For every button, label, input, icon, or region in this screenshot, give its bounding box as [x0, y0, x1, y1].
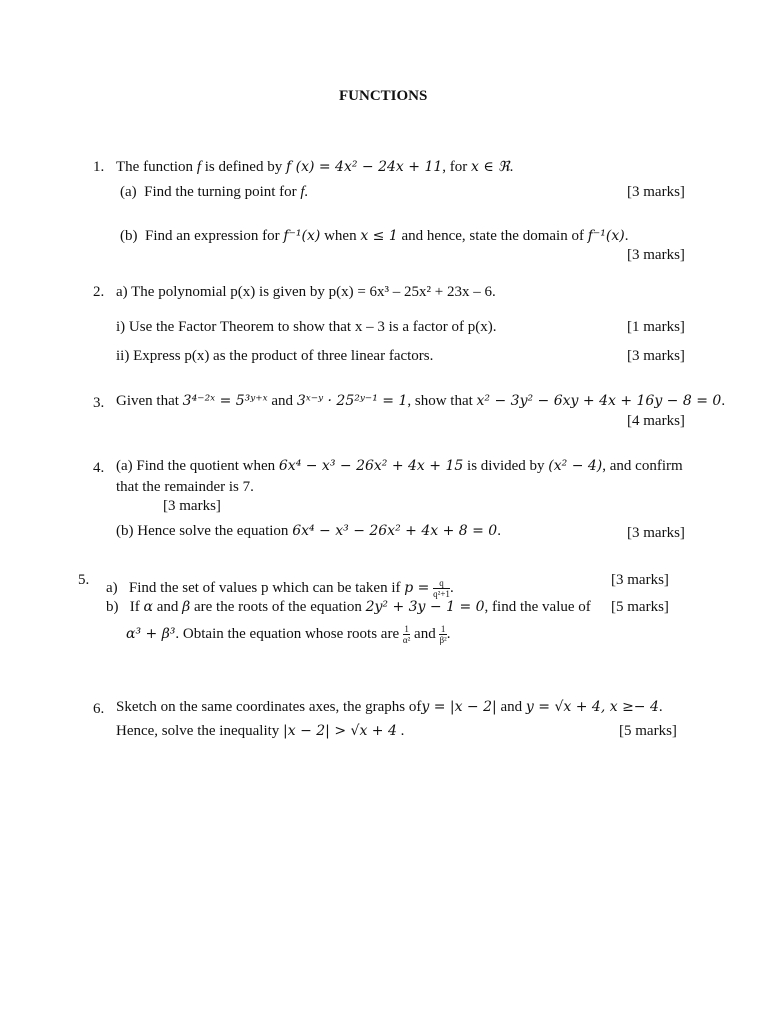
question-4a: [116, 458, 683, 475]
q5a-text: Find the set of values p which can be taken if: [128, 579, 401, 596]
q4a-text2: is divided by: [467, 458, 545, 474]
q5b-text2: , find the value of: [484, 599, 591, 615]
question-1a: [120, 184, 308, 201]
q4a-text4: that the remainder is 7.: [116, 479, 254, 495]
question-1-stem: [116, 159, 513, 176]
q1-stem-b: is defined by: [204, 159, 283, 175]
q5a-end: .: [449, 579, 454, 596]
q1b-inverse-2: f⁻¹(x): [587, 228, 625, 244]
q5b-alpha: α: [143, 599, 153, 615]
question-5a: [106, 578, 454, 599]
q5b-root2-den: β²: [439, 635, 447, 645]
question-3-number: 3.: [93, 395, 105, 411]
question-6-number: 6.: [93, 701, 105, 717]
q5b-expression: α³ + β³: [126, 625, 176, 642]
q5b-and2: and: [414, 625, 436, 642]
q4a-polynomial: 6x⁴ − x³ − 26x² + 4x + 15: [278, 458, 464, 474]
q6-text1: Sketch on the same coordinates axes, the graphs of: [116, 699, 422, 715]
q5b-text3: . Obtain the equation whose roots are: [175, 625, 400, 642]
question-4b: [116, 523, 501, 540]
q5a-label: a): [106, 579, 118, 596]
question-2-stem: a) The polynomial p(x) is given by p(x) = 6x³ – 25x² + 23x – 6.: [116, 284, 496, 300]
question-6-stem: [116, 699, 663, 716]
q1b-end: .: [624, 228, 629, 244]
q4b-text: (b) Hence solve the equation: [116, 523, 289, 539]
q1b-when: when: [324, 228, 357, 244]
q5a-denominator: q²+1: [433, 589, 450, 599]
q5b-root1: [403, 624, 410, 645]
q6-inequality: |x − 2| > √x + 4: [283, 723, 397, 739]
q5b-root1-den: α²: [402, 635, 411, 645]
question-4-number: 4.: [93, 460, 105, 476]
q5b-and: and: [156, 599, 179, 615]
q5b-root2: [439, 624, 446, 645]
q5a-marks: [3 marks]: [611, 572, 669, 588]
q3-eq2: 3ˣ⁻ʸ · 25²ʸ⁻¹ = 1: [296, 393, 408, 409]
q6-end2: .: [400, 723, 405, 739]
question-1b: [120, 228, 628, 245]
q3-and: and: [271, 393, 294, 409]
q3-marks: [4 marks]: [627, 413, 685, 429]
q5b-equation: 2y² + 3y − 1 = 0: [365, 599, 485, 615]
question-1-number: 1.: [93, 159, 105, 175]
q3-eq1: 3⁴⁻²ˣ = 5³ʸ⁺ˣ: [182, 393, 268, 409]
q6-eq2: y = √x + 4: [525, 699, 601, 715]
q4a-marks: [3 marks]: [163, 498, 221, 514]
question-5-number: 5.: [78, 572, 90, 588]
q4a-text3: , and confirm: [602, 458, 683, 474]
q1a-f: f.: [300, 184, 309, 200]
q5b-text: are the roots of the equation: [193, 599, 362, 615]
q1b-label: (b): [120, 228, 138, 244]
q3-given: Given that: [116, 393, 179, 409]
q1-stem-a: The function: [116, 159, 194, 175]
q1b-inverse: f⁻¹(x): [283, 228, 321, 244]
q6-condition: , x ≥− 4: [600, 699, 659, 715]
q2ii-marks: [3 marks]: [627, 348, 685, 364]
q1a-label: (a): [120, 184, 137, 200]
q4a-text1: (a) Find the quotient when: [116, 458, 276, 474]
q5b-if: If: [129, 599, 140, 615]
question-2ii: ii) Express p(x) as the product of three linear factors.: [116, 348, 434, 364]
q5a-eq-lhs: p =: [404, 579, 430, 596]
q4b-end: .: [497, 523, 501, 539]
q5a-numerator: q: [433, 578, 450, 589]
q6-end: .: [658, 699, 663, 715]
q6-and: and: [500, 699, 523, 715]
q1-stem-f: f: [196, 159, 201, 175]
q5a-fraction: [433, 578, 450, 599]
question-2-number: 2.: [93, 284, 105, 300]
q1b-text2: and hence, state the domain of: [401, 228, 584, 244]
q1b-marks: [3 marks]: [627, 247, 685, 263]
q1-domain: x ∈ ℜ: [471, 159, 510, 175]
q6-eq1: y = |x − 2|: [421, 699, 497, 715]
question-3-stem: [116, 393, 725, 410]
q6-text2: Hence, solve the inequality: [116, 723, 280, 739]
q1-function: f (x) = 4x² − 24x + 11: [285, 159, 443, 175]
q1a-text: Find the turning point for: [144, 184, 297, 200]
q5b-label: b): [106, 599, 119, 615]
question-2i: i) Use the Factor Theorem to show that x – 3 is a factor of p(x).: [116, 319, 497, 335]
q5b-root1-num: 1: [404, 624, 409, 634]
q3-show: , show that: [407, 393, 473, 409]
question-5b: [106, 599, 591, 616]
page-title: FUNCTIONS: [339, 88, 428, 104]
question-6-part2: [116, 723, 404, 740]
q1b-text1: Find an expression for: [145, 228, 280, 244]
q5b-beta: β: [182, 599, 191, 615]
q2i-marks: [1 marks]: [627, 319, 685, 335]
q4b-marks: [3 marks]: [627, 525, 685, 541]
q4b-equation: 6x⁴ − x³ − 26x² + 4x + 8 = 0: [292, 523, 498, 539]
q3-eq3: x² − 3y² − 6xy + 4x + 16y − 8 = 0: [476, 393, 722, 409]
q4a-divisor: (x² − 4): [548, 458, 603, 474]
q5b-end: .: [446, 625, 451, 642]
q6-marks: [5 marks]: [619, 723, 677, 739]
q5b-marks: [5 marks]: [611, 599, 669, 615]
q1-for: , for: [442, 159, 468, 175]
q1a-marks: [3 marks]: [627, 184, 685, 200]
q1b-condition: x ≤ 1: [360, 228, 398, 244]
q5b-root2-num: 1: [440, 624, 446, 634]
question-5b-cont: [126, 624, 450, 645]
q3-end: .: [721, 393, 726, 409]
q1-end: .: [509, 159, 514, 175]
